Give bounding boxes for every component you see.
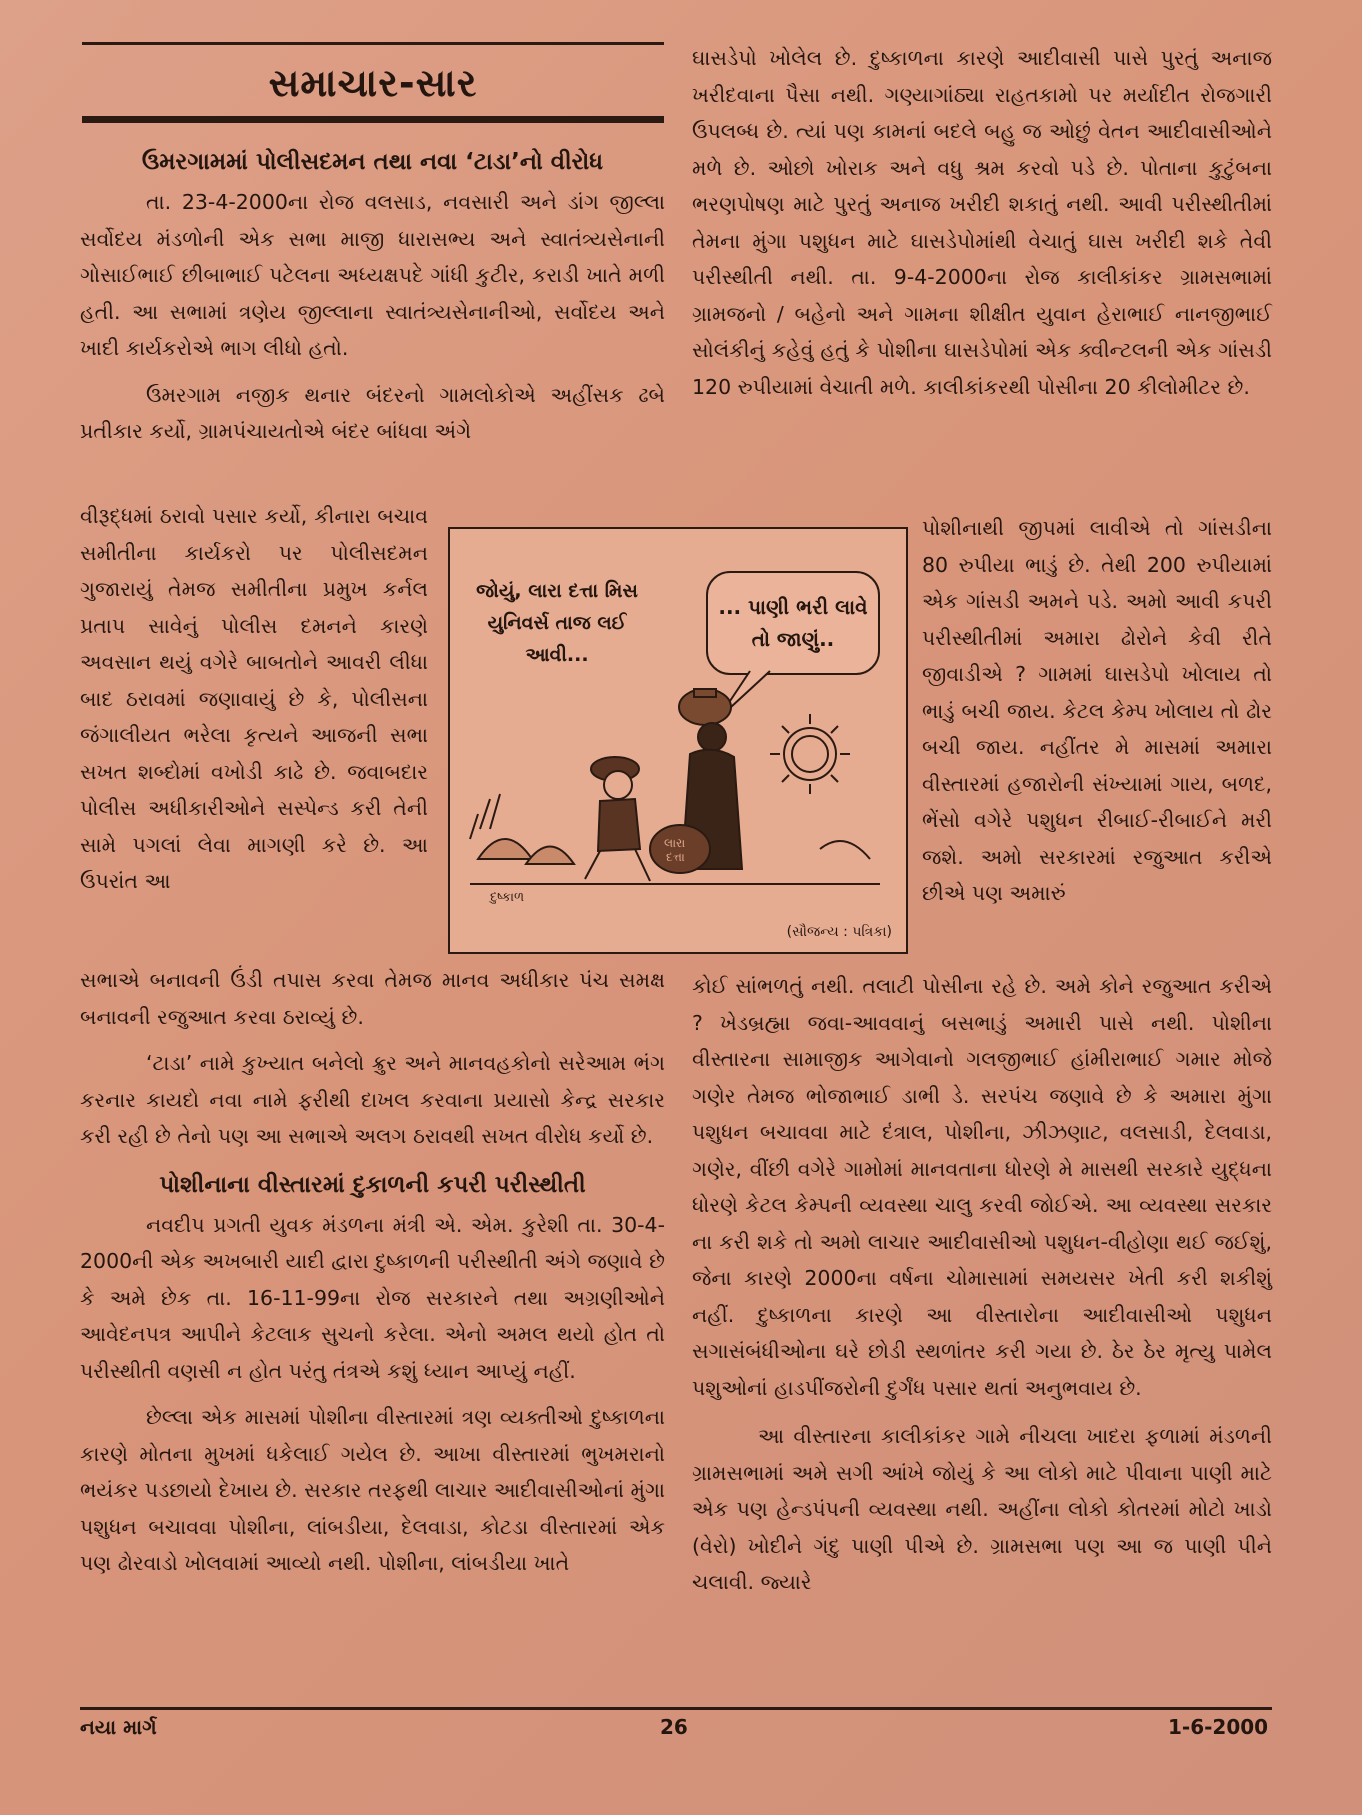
article1-paragraph-2-cont: વીરૂદ્ધમાં ઠરાવો પસાર કર્યો, કીનારા બચાવ સમીતીના કાર્યકરો પર પોલીસદમન ગુજારાયું તેમજ સમીતીના પ્રમુખ કર્નલ પ્રતાપ સાવેનું પોલીસ દમનને કારણે અવસાન થયું વગેરે બાબતોને આવરી લીધા બાદ ઠરાવમાં જણાવાયું છે કે, પોલીસના જંગાલીયત ભરેલા કૃત્યને આજની સભા સખત શબ્દોમાં વખોડી કાઢે છે. જવાબદાર પોલીસ અધીકારીઓને સસ્પેન્ડ કરી તેની સામે પગલાં લેવા માગણી કરે છે. આ ઉપરાંત આ xyxy=(80,504,428,893)
article2-paragraph-1: નવદીપ પ્રગતી યુવક મંડળના મંત્રી એ. એમ. કુરેશી તા. 30-4-2000ની એક અખબારી યાદી દ્વારા દુષ્કાળની પરીસ્થીતી અંગે જણાવે છે કે અમે છેક તા. 16-11-99ના રોજ સરકારને તથા અગ્રણીઓને આવેદનપત્ર આપીને કેટલાક સુચનો કરેલા. એનો અમલ થયો હોત તો પરીસ્થીતી વણસી ન હોત પરંતુ તંત્રએ કશું ધ્યાન આપ્યું નહીં. xyxy=(80,1212,665,1383)
masthead-top-rule xyxy=(82,42,664,45)
issue-date: 1-6-2000 xyxy=(1168,1715,1269,1739)
svg-text:દત્તા: દત્તા xyxy=(666,850,685,864)
left-column-top xyxy=(80,140,665,450)
editorial-cartoon xyxy=(448,527,908,954)
right-column-bottom xyxy=(692,968,1272,1601)
right-column-top xyxy=(692,40,1272,405)
article1-paragraph-3: ‘ટાડા’ નામે કુખ્યાત બનેલો ક્રુર અને માનવહકોનો સરેઆમ ભંગ કરનાર કાયદો નવા નામે ફરીથી દાખલ કરવાના પ્રયાસો કેન્દ્ર સરકાર કરી રહી છે તેનો પણ આ સભાએ અલગ ઠરાવથી સખત વીરોધ કર્યો છે. xyxy=(80,1051,665,1148)
right-paragraph-2: આ વીસ્તારના કાલીકાંકર ગામે નીચલા ખાદરા ફળામાં મંડળની ગ્રામસભામાં અમે સગી આંખે જોયું કે આ લોકો માટે પીવાના પાણી માટે એક પણ હેન્ડપંપની વ્યવસ્થા નથી. અહીંના લોકો કોતરમાં મોટો ખાડો (વેરો) ખોદીને ગંદુ પાણી પીએ છે. ગ્રામસભા પણ આ જ પાણી પીને ચલાવી. જ્યારે xyxy=(692,1424,1272,1594)
article1-heading: ઉમરગામમાં પોલીસદમન તથા નવા ‘ટાડા’નો વીરોધ xyxy=(141,149,604,175)
left-column-narrow xyxy=(80,498,428,900)
cartoon-credit: (સૌજન્ય : પત્રિકા) xyxy=(786,924,892,940)
publication-name: નયા માર્ગ xyxy=(80,1715,157,1739)
article1-paragraph-2-end: સભાએ બનાવની ઉંડી તપાસ કરવા તેમજ માનવ અધીકાર પંચ સમક્ષ બનાવની રજુઆત કરવા ઠરાવ્યું છે. xyxy=(80,968,665,1029)
cartoon-caption-left: જોયું, લારા દત્તા મિસ યુનિવર્સ તાજ લઈ આવી... xyxy=(476,580,638,666)
sun-icon xyxy=(770,714,850,794)
right-paragraph-1-end: કોઈ સાંભળતું નથી. તલાટી પોસીના રહે છે. અમે કોને રજુઆત કરીએ ? ખેડબ્રહ્મા જવા-આવવાનું બસભાડું અમારી પાસે નથી. પોશીના વીસ્તારના સામાજીક આગેવાનો ગલજીભાઈ હાંમીરાભાઈ ગમાર મોજે ગણેર તેમજ ભોજાભાઈ ડાભી ડે. સરપંચ જણાવે છે કે અમારા મુંગા પશુધન બચાવવા માટે દંત્રાલ, પોશીના, ઝીઝણાટ, વલસાડી, દેલવાડા, ગણેર, વીંછી વગેરે ગામોમાં માનવતાના ધોરણે મે માસથી સરકારે યુદ્ધના ધોરણે કેટલ કેમ્પની વ્યવસ્થા ચાલુ કરવી જોઈએ. આ વ્યવસ્થા સરકાર ના કરી શકે તો અમો લાચાર આદીવાસીઓ પશુધન-વીહોણા થઈ જઈશું, જેના કારણે 2000ના વર્ષના ચોમાસામાં સમયસર ખેતી કરી શકીશું નહીં. દુષ્કાળના કારણે આ વીસ્તારોના આદીવાસીઓ પશુધન સગાસંબંધીઓના ઘરે છોડી સ્થળાંતર કરી ગયા છે. ઠેર ઠેર મૃત્યુ પામેલ પશુઓનાં હાડપીંજરોની દુર્ગંધ પસાર થતાં અનુભવાય છે. xyxy=(692,974,1272,1400)
article1-paragraph-1: તા. 23-4-2000ના રોજ વલસાડ, નવસારી અને ડાંગ જીલ્લા સર્વોદય મંડળોની એક સભા માજી ધારાસભ્ય અને સ્વાતંત્ર્યસેનાની ગોસાઈભાઈ છીબાભાઈ પટેલના અધ્યક્ષપદે ગાંધી કુટીર, કરાડી ખાતે મળી હતી. આ સભામાં ત્રણેય જીલ્લાના સ્વાતંત્ર્યસેનાનીઓ, સર્વોદય અને ખાદી કાર્યકરોએ ભાગ લીધો હતો. xyxy=(80,190,665,360)
article2-heading: પોશીનાના વીસ્તારમાં દુકાળની કપરી પરીસ્થીતી xyxy=(159,1171,586,1198)
left-column-bottom xyxy=(80,962,665,1582)
masthead-bottom-rule xyxy=(82,116,664,123)
right-paragraph-1: ઘાસડેપો ખોલેલ છે. દુષ્કાળના કારણે આદીવાસી પાસે પુરતું અનાજ ખરીદવાના પૈસા નથી. ગણ્યાગાંઠ્યા રાહતકામો પર મર્યાદીત રોજગારી ઉપલબ્ધ છે. ત્યાં પણ કામનાં બદલે બહુ જ ઓછું વેતન આદીવાસીઓને મળે છે. ઓછો ખોરાક અને વધુ શ્રમ કરવો પડે છે. પોતાના કુટુંબના ભરણપોષણ માટે પુરતું અનાજ ખરીદી શકાતું નથી. આવી પરીસ્થીતીમાં તેમના મુંગા પશુધન માટે ઘાસડેપોમાંથી વેચાતું ઘાસ ખરીદી શકે તેવી પરીસ્થીતી નથી. તા. 9-4-2000ના રોજ કાલીકાંકર ગ્રામસભામાં ગ્રામજનો / બહેનો અને ગામના શીક્ષીત યુવાન હેરાભાઈ નાનજીભાઈ સોલંકીનું કહેવું હતું કે પોશીના ઘાસડેપોમાં એક ક્વીન્ટલની એક ગાંસડી 120 રુપીયામાં વેચાતી મળે. કાલીકાંકરથી પોસીના 20 કીલોમીટર છે. xyxy=(692,46,1272,399)
svg-text:દુષ્કાળ: દુષ્કાળ xyxy=(490,890,525,905)
svg-text:લારા: લારા xyxy=(664,836,686,850)
right-column-narrow xyxy=(922,510,1272,912)
cartoon-speech-text: ... પાણી ભરી લાવે તો જાણું.. xyxy=(718,595,868,651)
man-figure xyxy=(585,757,650,881)
article2-paragraph-2: છેલ્લા એક માસમાં પોશીના વીસ્તારમાં ત્રણ વ્યક્તીઓ દુષ્કાળના કારણે મોતના મુખમાં ધકેલાઈ ગયેલ છે. આખા વીસ્તારમાં ભુખમરાનો ભયંકર પડછાયો દેખાય છે. સરકાર તરફથી લાચાર આદીવાસીઓનાં મુંગા પશુધન બચાવવા પોશીના, લાંબડીયા, દેલવાડા, કોટડા વીસ્તારમાં એક પણ ઢોરવાડો ખોલવામાં આવ્યો નથી. પોશીના, લાંબડીયા ખાતે xyxy=(80,1405,665,1575)
page-number: 26 xyxy=(660,1715,688,1739)
section-masthead: સમાચાર-સાર xyxy=(268,60,478,105)
woman-with-pot-figure xyxy=(650,689,742,873)
right-paragraph-1-cont: પોશીનાથી જીપમાં લાવીએ તો ગાંસડીના 80 રુપીયા ભાડું છે. તેથી 200 રુપીયામાં એક ગાંસડી અમને પડે. અમો આવી કપરી પરીસ્થીતીમાં અમારા ઢોરોને કેવી રીતે જીવાડીએ ? ગામમાં ઘાસડેપો ખોલાય તો ભાડું બચી જાય. કેટલ કેમ્પ ખોલાય તો ઢોર બચી જાય. નહીંતર મે માસમાં અમારા વીસ્તારમાં હજારોની સંખ્યામાં ગાય, બળદ, ભેંસો વગેરે પશુધન રીબાઈ-રીબાઈને મરી જશે. અમો સરકારમાં રજુઆત કરીએ છીએ પણ અમારું xyxy=(922,516,1272,905)
footer-rule xyxy=(80,1707,1272,1710)
article1-paragraph-2: ઉમરગામ નજીક થનાર બંદરનો ગામલોકોએ અહીંસક ઢબે પ્રતીકાર કર્યો, ગ્રામપંચાયતોએ બંદર બાંધવા અંગે xyxy=(80,382,665,443)
cartoon-drawing xyxy=(450,529,906,952)
